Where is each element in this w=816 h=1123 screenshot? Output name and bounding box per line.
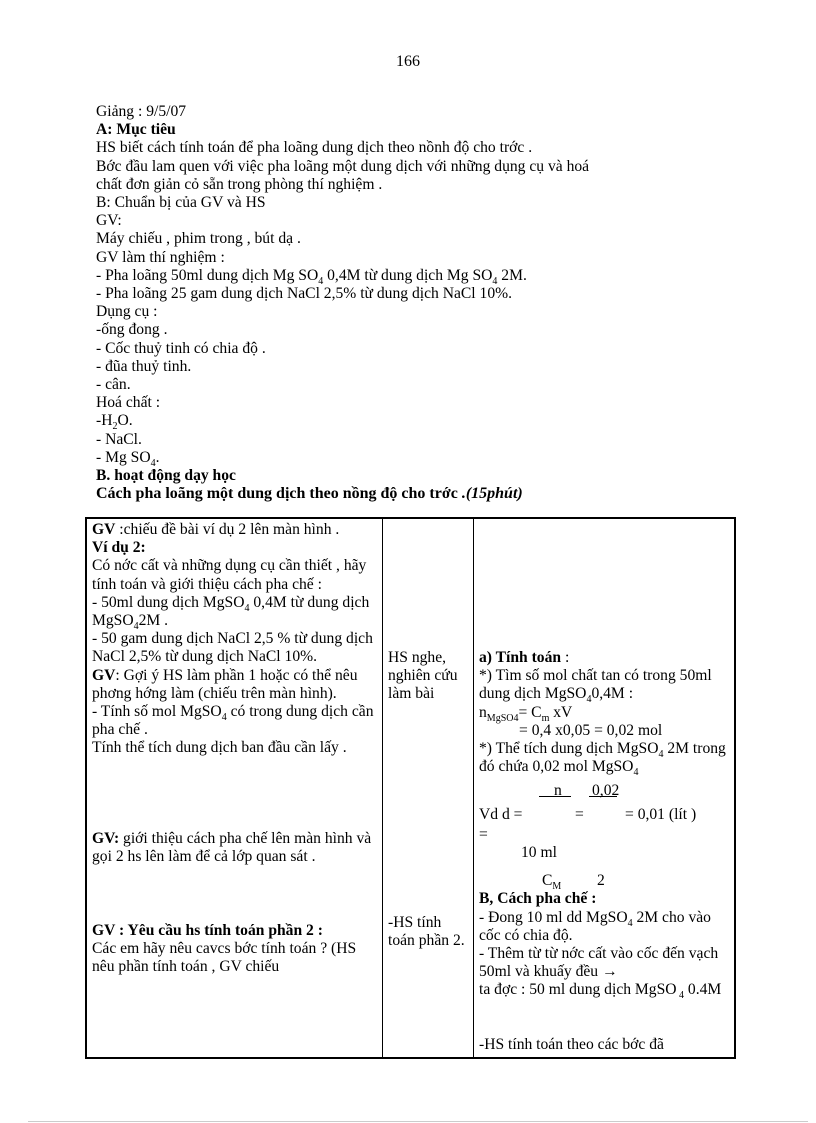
- fraction-result: = 0,01 (lít ): [625, 806, 697, 824]
- calculation-step-1: *) Tìm số mol chất tan có trong 50ml dung dịch MgSO$_4$0,4M :: [479, 667, 712, 706]
- fraction-bar: [539, 796, 571, 797]
- chemical-item: - Mg $SO_4$.: [96, 448, 160, 469]
- page-bottom-edge: [28, 1121, 808, 1122]
- tool-item: - đũa thuỷ tinh.: [96, 357, 192, 375]
- calculation-step-2: *) Thể tích dung dịch MgSO$_4$ 2M trong đó chứa 0,02 mol MgSO$_4$: [479, 740, 726, 779]
- arrow-icon: →: [602, 963, 618, 981]
- chemicals-heading: Hoá chất :: [96, 394, 161, 412]
- fraction-bar: [589, 796, 617, 797]
- gv-label: GV:: [96, 212, 122, 230]
- intro-section: [96, 103, 736, 503]
- student-activity-1: HS nghe, nghiên cứu làm bài: [388, 649, 458, 703]
- lesson-table: [85, 517, 736, 1059]
- gv-instruction-4: GV : Yêu cầu hs tính toán phần 2 :: [92, 922, 323, 940]
- gv-instruction-1: GV :chiếu đề bài ví dụ 2 lên màn hình .: [92, 521, 340, 538]
- gv-experiment: GV làm thí nghiệm :: [96, 248, 225, 266]
- teacher-column: [86, 518, 383, 1058]
- fraction-volume-label: Vd d =: [479, 806, 523, 824]
- student-column: [383, 518, 474, 1058]
- mole-formula: $n_{MgSO4}= C_m$ xV: [479, 703, 573, 724]
- section-b-heading: B: Chuẩn bị của GV và HS: [96, 194, 266, 212]
- mole-calculation: = 0,4 x0,05 = 0,02 mol: [519, 721, 663, 739]
- table-row: [86, 518, 735, 1058]
- goal-1: HS biết cách tính toán để pha loãng dung dịch theo nồnh độ cho trớc .: [96, 139, 533, 157]
- fraction-numerator-value: 0,02: [592, 782, 620, 800]
- fraction-numerator-n: n: [554, 782, 562, 800]
- volume-fraction: [479, 776, 729, 836]
- fraction-equals: =: [575, 806, 584, 824]
- volume-ml-row: = 10 ml: [479, 826, 557, 862]
- tool-item: -ống đong .: [96, 321, 168, 339]
- experiment-1: - Pha loãng 50ml dung dịch Mg $SO_4$ 0,4M từ dung dịch Mg $SO_4$ 2M.: [96, 266, 527, 287]
- hint-1: - Tính số mol MgSO$_4$ có trong dung dịch cần pha chế .: [92, 703, 374, 739]
- content-column: [474, 518, 736, 1058]
- tools-heading: Dụng cụ :: [96, 303, 158, 321]
- example-text: Có nớc cất và những dụng cụ cần thiết , hãy tính toán và giới thiệu cách pha chế :: [92, 557, 367, 593]
- experiment-2: - Pha loãng 25 gam dung dịch NaCl 2,5% từ dung dịch NaCl 10%.: [96, 285, 512, 303]
- preparation-heading: B, Cách pha chế :: [479, 890, 597, 908]
- fraction-denominator: $C_M$ 2: [542, 872, 605, 893]
- chemical-item: - NaCl.: [96, 430, 142, 448]
- gv-instruction-4-text: Các em hãy nêu cavcs bớc tính toán ? (HS nêu phần tính toán , GV chiếu: [92, 940, 357, 976]
- calculation-heading: a) Tính toán :: [479, 649, 570, 666]
- preparation-step-3: ta đợc : 50 ml dung dịch MgSO $_4$ 0.4M: [479, 981, 722, 1002]
- example-title: Ví dụ 2:: [92, 539, 146, 557]
- goal-2a: Bớc đầu lam quen với việc pha loãng một dung dịch với những dụng cụ và hoá: [96, 157, 590, 175]
- preparation-step-1: - Đong 10 ml dd MgSO$_4$ 2M cho vào cốc có chia độ.: [479, 908, 711, 944]
- chemical-item: $-H_2O$.: [96, 412, 133, 433]
- volume-ml: 10 ml: [521, 844, 557, 862]
- section-a-heading: A: Mục tiêu: [96, 121, 176, 139]
- hint-2: Tính thể tích dung dịch ban đầu cần lấy .: [92, 739, 347, 757]
- preparation-step-2: - Thêm từ từ nớc cất vào cốc đến vạch 50ml và khuấy đều →: [479, 945, 719, 981]
- lesson-title: Cách pha loãng một dung dịch theo nồng độ cho trớc .(15phút): [96, 485, 523, 503]
- goal-2b: chất đơn giản cỏ sẵn trong phòng thí nghiệm .: [96, 175, 383, 193]
- tool-item: - cân.: [96, 376, 131, 394]
- student-activity-2: -HS tính toán phần 2.: [388, 913, 465, 949]
- example-part-b: - 50 gam dung dịch NaCl 2,5 % từ dung dịch NaCl 2,5% từ dung dịch NaCl 10%.: [92, 630, 373, 666]
- gv-instruction-2: GV: Gợi ý HS làm phần 1 hoặc có thể nêu phơng hớng làm (chiếu trên màn hình).: [92, 666, 358, 702]
- section-c-heading: B. hoạt động dạy học: [96, 467, 236, 485]
- tool-item: - Cốc thuỷ tinh có chia độ .: [96, 339, 266, 357]
- example-part-a: - 50ml dung dịch MgSO$_4$ 0,4M từ dung dịch MgSO$_4$2M .: [92, 593, 370, 633]
- lesson-date: Giảng : 9/5/07: [96, 103, 187, 120]
- lesson-time: .(15phút): [461, 485, 523, 503]
- student-calculation: -HS tính toán theo các bớc đã: [479, 1035, 664, 1053]
- gv-tools: Máy chiếu , phim trong , bút dạ .: [96, 230, 301, 248]
- page-number: 166: [396, 53, 420, 70]
- gv-instruction-3: GV: giới thiệu cách pha chế lên màn hình và gọi 2 hs lên làm để cả lớp quan sát .: [92, 829, 372, 865]
